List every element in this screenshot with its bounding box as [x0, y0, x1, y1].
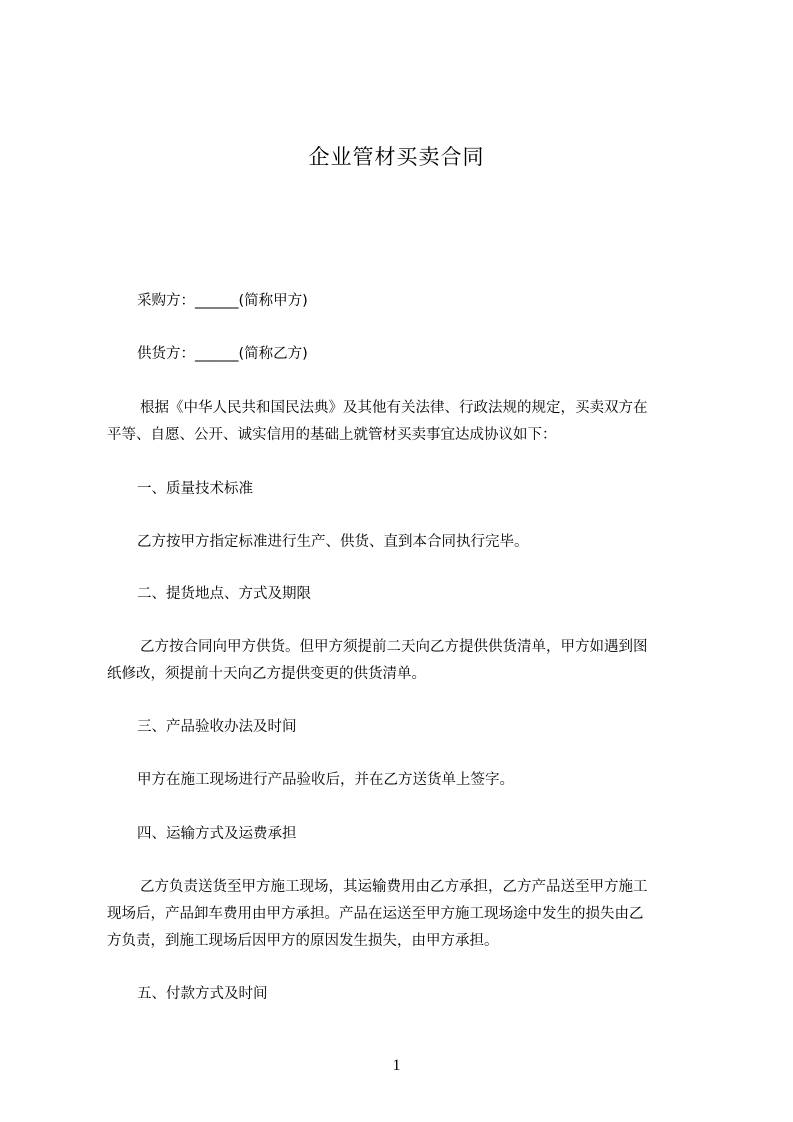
section-4-heading: 四、运输方式及运费承担	[137, 826, 297, 842]
section-4-text-line-2: 现场后，产品卸车费用由甲方承担。产品在运送至甲方施工现场途中发生的损失由乙	[107, 906, 644, 922]
section-5-heading: 五、付款方式及时间	[137, 986, 268, 1002]
section-2-text-line-1: 乙方按合同向甲方供货。但甲方须提前二天向乙方提供供货清单，甲方如遇到图	[140, 639, 648, 655]
section-4-text-line-1: 乙方负责送货至甲方施工现场，其运输费用由乙方承担，乙方产品送至甲方施工	[140, 879, 648, 895]
section-1-heading: 一、质量技术标准	[137, 481, 253, 497]
section-4-text-line-3: 方负责，到施工现场后因甲方的原因发生损失，由甲方承担。	[107, 933, 499, 949]
section-2-text-line-2: 纸修改，须提前十天向乙方提供变更的供货清单。	[107, 666, 426, 682]
preamble-line-2: 平等、自愿、公开、诚实信用的基础上就管材买卖事宜达成协议如下：	[107, 427, 557, 443]
supplier-line: 供货方：______(简称乙方)	[137, 346, 308, 362]
buyer-line: 采购方：______(简称甲方)	[137, 293, 308, 309]
section-2-heading: 二、提货地点、方式及期限	[137, 586, 311, 602]
section-1-text: 乙方按甲方指定标准进行生产、供货、直到本合同执行完毕。	[137, 534, 529, 550]
page-title: 企业管材买卖合同	[308, 145, 485, 169]
section-3-text: 甲方在施工现场进行产品验收后，并在乙方送货单上签字。	[137, 772, 514, 788]
page-number: 1	[392, 1057, 401, 1074]
preamble-line-1: 根据《中华人民共和国民法典》及其他有关法律、行政法规的规定，买卖双方在	[140, 400, 648, 416]
section-3-heading: 三、产品验收办法及时间	[137, 719, 297, 735]
